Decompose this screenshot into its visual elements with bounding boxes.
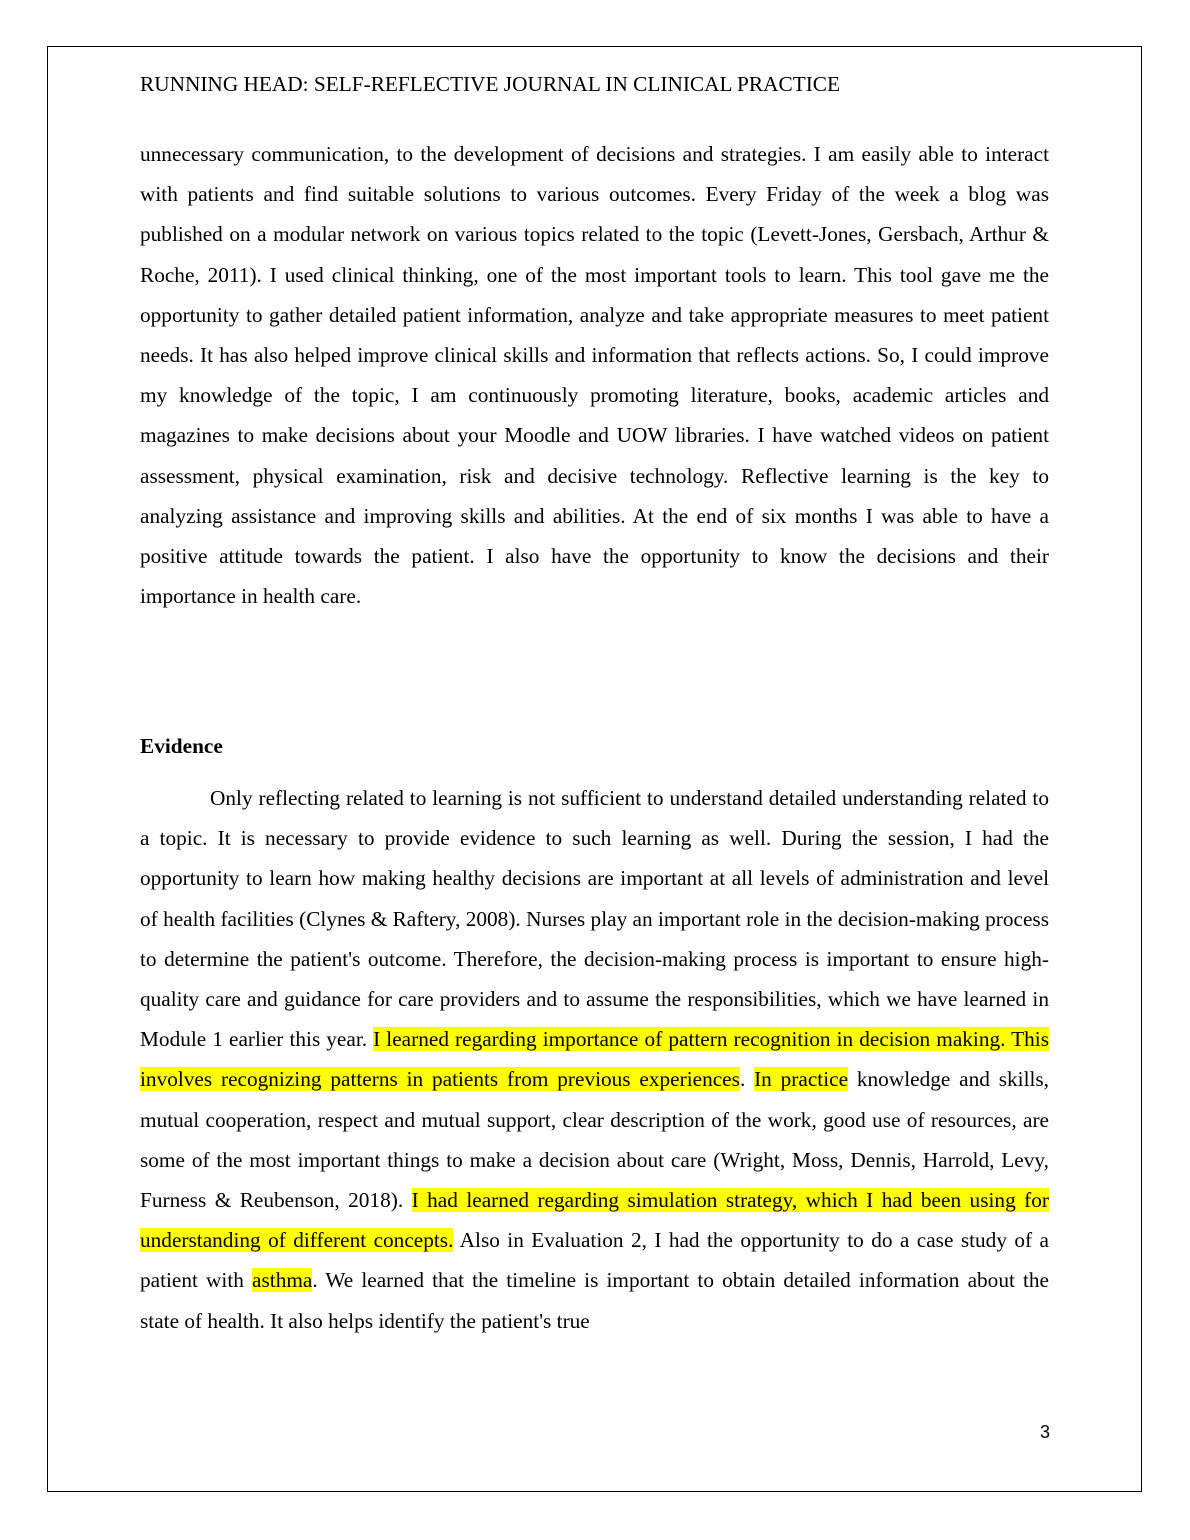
body-paragraph-1: unnecessary communication, to the development of decisions and strategies. I am easily able to interact with patients and find suitable solutions to various outcomes. Every Friday of the week a blog was published on a modular network on various topics related to the topic (Levett-Jones, Gersbach, Arthur & Roche, 2011). I used clinical thinking, one of the most important tools to learn. This tool gave me the opportunity to gather detailed patient information, analyze and take appropriate measures to meet patient needs. It has also helped improve clinical skills and information that reflects actions. So, I could improve my knowledge of the topic, I am continuously promoting literature, books, academic articles and magazines to make decisions about your Moodle and UOW libraries. I have watched videos on patient assessment, physical examination, risk and decisive technology. Reflective learning is the key to analyzing assistance and improving skills and abilities. At the end of six months I was able to have a positive attitude towards the patient. I also have the opportunity to know the decisions and their importance in health care. <box>140 142 1049 609</box>
page-number: 3 <box>1039 1422 1050 1442</box>
highlighted-text: I had learned regarding simulation strategy, which I had been using for understanding of different concepts. <box>140 1188 1049 1253</box>
highlighted-text: In practice <box>754 1067 849 1092</box>
highlighted-text: asthma <box>252 1268 313 1293</box>
text-segment: Also in Evaluation 2, I had the opportunity to do a case study of a patient with <box>140 1228 1049 1293</box>
section-heading-evidence: Evidence <box>140 734 223 758</box>
text-segment: knowledge and skills, mutual cooperation, respect and mutual support, clear description of the work, good use of resources, are some of the most important things to make a decision about care (Wright, Moss, Dennis, Harrold, Levy, Furness & Reubenson, 2018). <box>140 1067 1050 1213</box>
text-segment: . We learned that the timeline is important to obtain detailed information about the state of health. It also helps identify the patient's true <box>140 1268 1050 1333</box>
text-segment: Only reflecting related to learning is not sufficient to understand detailed understanding related to a topic. It is necessary to provide evidence to such learning as well. During the session, I had the opportunity to learn how making healthy decisions are important at all levels of administration and level of health facilities (Clynes & Raftery, 2008). Nurses play an important role in the decision-making process to determine the patient's outcome. Therefore, the decision-making process is important to ensure high-quality care and guidance for care providers and to assume the responsibilities, which we have learned in Module 1 earlier this year. <box>140 786 1049 1052</box>
body-paragraph-2 <box>140 778 1049 1341</box>
highlighted-text: I learned regarding importance of pattern recognition in decision making. This involves recognizing patterns in patients from previous experiences <box>140 1027 1049 1092</box>
running-head: RUNNING HEAD: SELF-REFLECTIVE JOURNAL IN CLINICAL PRACTICE <box>140 72 841 96</box>
text-segment: . <box>739 1067 755 1092</box>
